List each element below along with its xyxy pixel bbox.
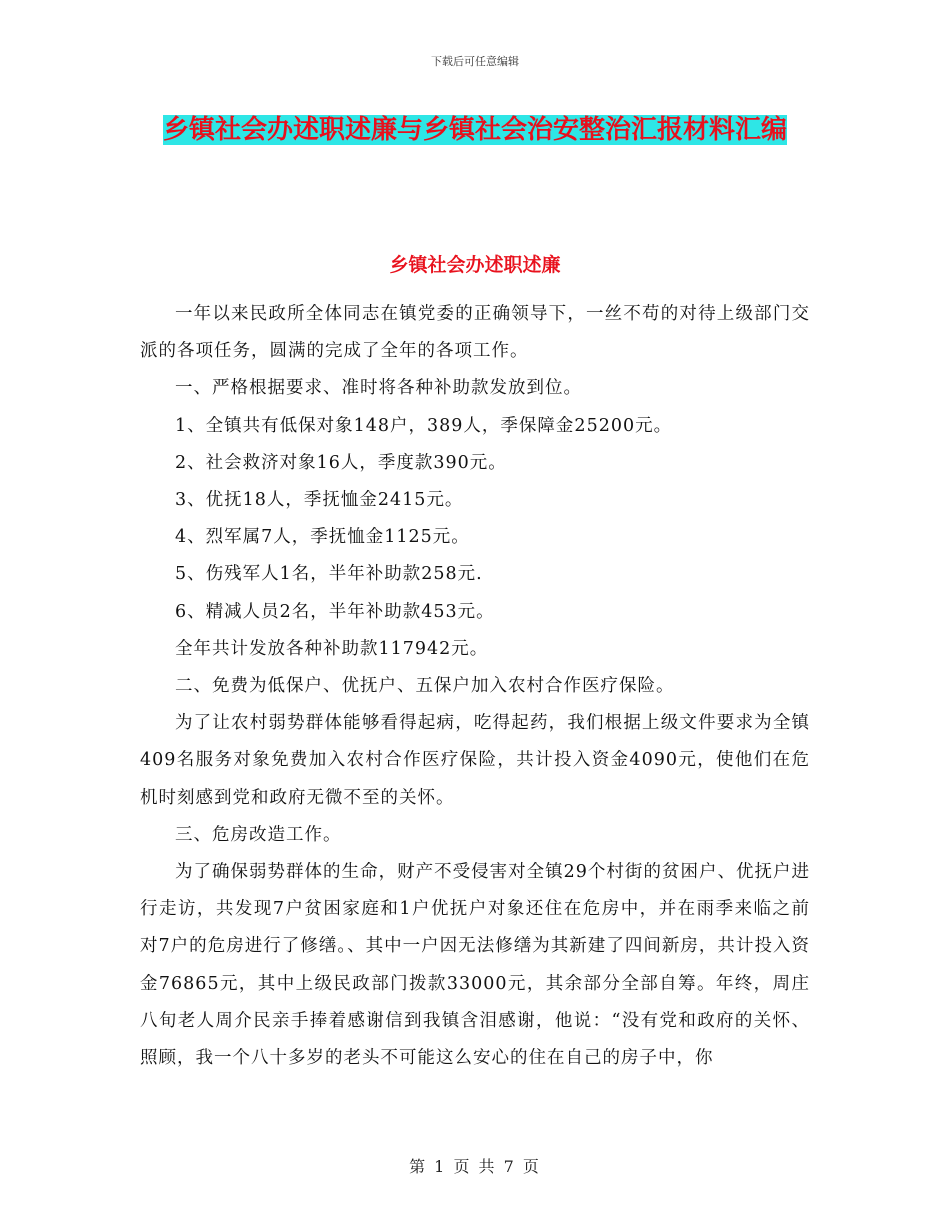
paragraph: 三、危房改造工作。 [175,824,342,845]
paragraph: 一年以来民政所全体同志在镇党委的正确领导下，一丝不苟的对待上级部门交派的各项任务，圆满的完成了全年的各项工作。 [140,304,810,362]
paragraph: 二、免费为低保户、优抚户、五保户加入农村合作医疗保险。 [175,676,675,697]
header-note: 下载后可任意编辑 [431,55,519,68]
paragraph: 4、烈军属7人，季抚恤金1125元。 [175,527,470,548]
paragraph: 为了确保弱势群体的生命，财产不受侵害对全镇29个村街的贫困户、优抚户进行走访，共发现7户贫困家庭和1户优抚户对象还住在危房中，并在雨季来临之前对7户的危房进行了修缮。、其中一户因无法修缮为其新建了四间新房，共计投入资金76865元，其中上级民政部门拨款33000元，其余部分全部自筹。年终，周庄八旬老人周介民亲手捧着感谢信到我镇含泪感谢，他说：“没有党和政府的关怀、照顾，我一个八十多岁的老头不可能这么安心的住在自己的房子中，你 [140,862,810,1069]
paragraph: 5、伤残军人1名，半年补助款258元. [175,564,483,585]
section-title: 乡镇社会办述职述廉 [389,254,561,276]
document-title [140,108,810,153]
paragraph: 为了让农村弱势群体能够看得起病，吃得起药，我们根据上级文件要求为全镇409名服务对象免费加入农村合作医疗保险，共计投入资金4090元，使他们在危机时刻感到党和政府无微不至的关怀。 [140,713,810,808]
paragraph: 全年共计发放各种补助款117942元。 [175,638,489,659]
paragraph: 3、优抚18人，季抚恤金2415元。 [175,490,464,511]
document-title-text: 乡镇社会办述职述廉与乡镇社会治安整治汇报材料汇编 [162,115,787,145]
page-footer: 第 1 页 共 7 页 [409,1157,541,1176]
paragraph: 1、全镇共有低保对象148户，389人，季保障金25200元。 [175,415,673,436]
paragraph: 2、社会救济对象16人，季度款390元。 [175,452,507,473]
paragraph: 6、精减人员2名，半年补助款453元。 [175,601,495,622]
body-content [140,296,810,1077]
paragraph: 一、严格根据要求、准时将各种补助款发放到位。 [175,378,582,399]
